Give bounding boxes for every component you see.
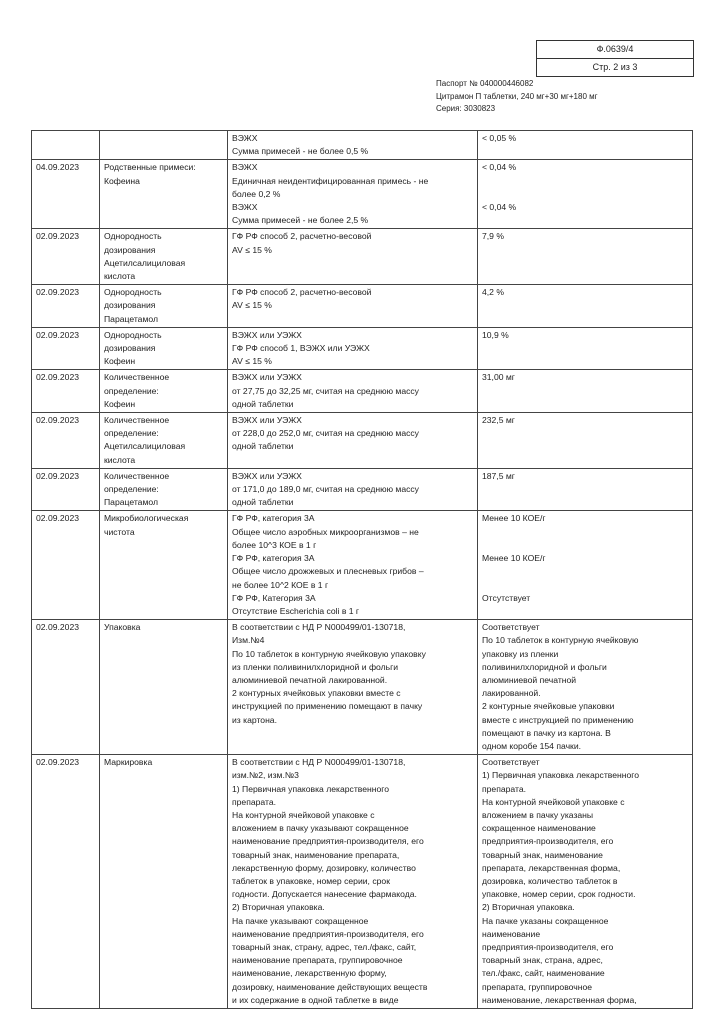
date-cell: 02.09.2023 xyxy=(32,511,100,620)
text-line: На контурной ячейковой упаковке с xyxy=(232,809,375,820)
text-line: 2) Вторичная упаковка. xyxy=(482,902,575,913)
text-line: одном коробе 154 пачки. xyxy=(482,740,582,751)
text-line: Количественное xyxy=(104,372,170,383)
text-line: На контурной ячейковой упаковке с xyxy=(482,796,625,807)
text-line: На пачке указывают сокращенное xyxy=(232,915,369,926)
form-stamp xyxy=(536,40,694,77)
text-line: годности. Допускается нанесение фармакода. xyxy=(232,889,417,900)
text-line: ВЭЖХ xyxy=(232,133,258,143)
text-line: предприятия-производителя, его xyxy=(482,836,614,847)
text-line xyxy=(482,526,688,539)
result-cell xyxy=(478,468,693,511)
text-line: предприятия-производителя, его xyxy=(482,941,614,952)
text-line: Менее 10 КОЕ/г xyxy=(482,553,546,564)
table-row xyxy=(32,413,693,469)
text-line: 2 контурных ячейковых упаковки вместе с xyxy=(232,688,401,699)
text-line: ВЭЖХ xyxy=(232,202,258,213)
result-cell xyxy=(478,511,693,620)
text-line xyxy=(482,539,688,552)
text-line: По 10 таблеток в контурную ячейковую упаковку xyxy=(232,648,426,659)
indicator-cell xyxy=(100,160,228,229)
text-line: AV ≤ 15 % xyxy=(232,300,272,311)
result-cell xyxy=(478,229,693,285)
indicator-cell xyxy=(100,620,228,755)
text-line: Кофеин xyxy=(104,398,136,409)
norm-cell xyxy=(228,229,478,285)
text-line: одной таблетки xyxy=(232,441,294,452)
text-line: одной таблетки xyxy=(232,398,294,409)
norm-cell xyxy=(228,285,478,328)
text-line: ГФ РФ способ 2, расчетно-весовой xyxy=(232,231,372,242)
text-line: ВЭЖХ или УЭЖХ xyxy=(232,470,302,481)
table-row xyxy=(32,511,693,620)
text-line: товарный знак, страна, адрес, xyxy=(482,955,603,966)
text-line: Родственные примеси: xyxy=(104,162,196,173)
text-line: AV ≤ 15 % xyxy=(232,356,272,367)
text-line: 7,9 % xyxy=(482,231,504,242)
result-cell xyxy=(478,160,693,229)
norm-cell xyxy=(228,755,478,1009)
text-line: таблеток в упаковке, номер серии, срок xyxy=(232,875,390,886)
text-line: тел./факс, сайт, наименование xyxy=(482,968,605,979)
text-line: 4,2 % xyxy=(482,287,504,298)
text-line: от 171,0 до 189,0 мг, считая на среднюю массу xyxy=(232,484,419,495)
norm-cell xyxy=(228,370,478,413)
norm-cell xyxy=(228,160,478,229)
date-cell: 02.09.2023 xyxy=(32,468,100,511)
norm-cell xyxy=(228,511,478,620)
date-cell: 02.09.2023 xyxy=(32,370,100,413)
text-line: 2) Вторичная упаковка. xyxy=(232,902,325,913)
indicator-cell xyxy=(100,755,228,1009)
text-line: 232,5 мг xyxy=(482,415,515,426)
date-cell xyxy=(32,131,100,160)
text-line: 2 контурные ячейковые упаковки xyxy=(482,701,615,712)
text-line: более 10^3 КОЕ в 1 г xyxy=(232,539,317,550)
text-line: препарата, группировочное xyxy=(482,981,593,992)
product-name: Цитрамон П таблетки, 240 мг+30 мг+180 мг xyxy=(436,91,598,101)
text-line: Кофеина xyxy=(104,175,140,186)
text-line: Однородность xyxy=(104,231,162,242)
text-line: Количественное xyxy=(104,415,170,426)
result-cell xyxy=(478,755,693,1009)
indicator-cell xyxy=(100,370,228,413)
text-line: ВЭЖХ xyxy=(232,162,258,173)
text-line: помещают в пачку из картона. В xyxy=(482,727,611,738)
text-line: из картона. xyxy=(232,714,277,725)
text-line: Кофеин xyxy=(104,356,136,367)
text-line: определение: xyxy=(104,385,159,396)
text-line xyxy=(482,188,688,201)
text-line: ГФ РФ, категория 3А xyxy=(232,553,315,564)
norm-cell xyxy=(228,468,478,511)
text-line: вложением в пачку указаны xyxy=(482,809,594,820)
text-line: Сумма примесей - не более 0,5 % xyxy=(232,146,369,157)
text-line: Однородность xyxy=(104,287,162,298)
text-line: Общее число дрожжевых и плесневых грибов – xyxy=(232,566,424,577)
text-line xyxy=(482,578,688,591)
text-line: ВЭЖХ или УЭЖХ xyxy=(232,372,302,383)
passport-number: Паспорт № 040000446082 xyxy=(436,79,534,88)
text-line: наименование, лекарственную форму, xyxy=(232,968,387,979)
text-line: от 27,75 до 32,25 мг, считая на среднюю массу xyxy=(232,385,419,396)
text-line: от 228,0 до 252,0 мг, считая на среднюю массу xyxy=(232,428,419,439)
date-cell: 02.09.2023 xyxy=(32,229,100,285)
text-line: лекарственную форму, дозировку, количество xyxy=(232,862,416,873)
text-line: Единичная неидентифицированная примесь - не xyxy=(232,175,429,186)
date-cell: 04.09.2023 xyxy=(32,160,100,229)
text-line: не более 10^2 КОЕ в 1 г xyxy=(232,579,329,590)
result-cell xyxy=(478,327,693,370)
table-row xyxy=(32,229,693,285)
text-line: дозирования xyxy=(104,300,156,311)
text-line: препарата. xyxy=(232,796,277,807)
analysis-table xyxy=(31,130,693,1009)
text-line: 31,00 мг xyxy=(482,372,515,383)
text-line xyxy=(482,175,688,188)
page-number: Стр. 2 из 3 xyxy=(537,58,693,76)
text-line: Отсутствие Escherichia coli в 1 г xyxy=(232,605,360,616)
table-row xyxy=(32,370,693,413)
indicator-cell xyxy=(100,511,228,620)
text-line: наименование препарата, группировочное xyxy=(232,955,403,966)
text-line: кислота xyxy=(104,454,136,465)
text-line: ГФ РФ, Категория 3А xyxy=(232,592,316,603)
text-line: Ацетилсалициловая xyxy=(104,257,186,268)
text-line: товарный знак, наименование xyxy=(482,849,603,860)
date-cell: 02.09.2023 xyxy=(32,755,100,1009)
text-line: товарный знак, страну, адрес, тел./факс, сайт, xyxy=(232,941,417,952)
text-line: 1) Первичная упаковка лекарственного xyxy=(232,783,389,794)
text-line: ВЭЖХ или УЭЖХ xyxy=(232,329,302,340)
text-line: Соответствует xyxy=(482,757,540,768)
text-line: Парацетамол xyxy=(104,497,158,508)
text-line: алюминиевой печатной xyxy=(482,674,577,685)
text-line: препарата. xyxy=(482,783,527,794)
text-line: Упаковка xyxy=(104,622,141,633)
document-header xyxy=(436,78,598,116)
text-line: Однородность xyxy=(104,329,162,340)
table-row xyxy=(32,285,693,328)
indicator-cell xyxy=(100,285,228,328)
text-line: упаковку из пленки xyxy=(482,648,559,659)
text-line: Микробиологическая xyxy=(104,513,189,524)
text-line: сокращенное наименование xyxy=(482,823,596,834)
date-cell: 02.09.2023 xyxy=(32,413,100,469)
text-line: ВЭЖХ или УЭЖХ xyxy=(232,415,302,426)
indicator-cell xyxy=(100,131,228,160)
text-line: ГФ РФ, категория 3А xyxy=(232,513,315,524)
indicator-cell xyxy=(100,413,228,469)
text-line: Парацетамол xyxy=(104,313,158,324)
text-line: 187,5 мг xyxy=(482,470,515,481)
text-line: 10,9 % xyxy=(482,329,509,340)
table-row xyxy=(32,620,693,755)
norm-cell xyxy=(228,131,478,160)
text-line: алюминиевой печатной лакированной. xyxy=(232,674,388,685)
text-line: вложением в пачку указывают сокращенное xyxy=(232,823,409,834)
norm-cell xyxy=(228,620,478,755)
series-number: Серия: 3030823 xyxy=(436,104,496,113)
text-line: наименование xyxy=(482,928,541,939)
text-line: дозировку, наименование действующих веществ xyxy=(232,981,428,992)
result-cell xyxy=(478,131,693,160)
text-line: чистота xyxy=(104,526,135,537)
text-line: В соответствии с НД Р N000499/01-130718, xyxy=(232,757,406,768)
result-cell xyxy=(478,285,693,328)
text-line: изм.№2, изм.№3 xyxy=(232,770,299,781)
text-line: Количественное xyxy=(104,470,170,481)
text-line xyxy=(482,565,688,578)
date-cell: 02.09.2023 xyxy=(32,285,100,328)
text-line: определение: xyxy=(104,428,159,439)
result-cell xyxy=(478,370,693,413)
table-row xyxy=(32,468,693,511)
norm-cell xyxy=(228,327,478,370)
text-line: Менее 10 КОЕ/г xyxy=(482,513,546,524)
text-line: наименование предприятия-производителя, его xyxy=(232,928,424,939)
text-line: препарата, лекарственная форма, xyxy=(482,862,621,873)
text-line: дозировка, количество таблеток в xyxy=(482,875,618,886)
table-row xyxy=(32,160,693,229)
norm-cell xyxy=(228,413,478,469)
text-line: более 0,2 % xyxy=(232,188,281,199)
text-line: поливинилхлоридной и фольги xyxy=(482,661,607,672)
text-line: AV ≤ 15 % xyxy=(232,244,272,255)
text-line: Ацетилсалициловая xyxy=(104,441,186,452)
result-cell xyxy=(478,413,693,469)
text-line: дозирования xyxy=(104,244,156,255)
text-line: ГФ РФ способ 1, ВЭЖХ или УЭЖХ xyxy=(232,343,370,354)
table-row xyxy=(32,755,693,1009)
text-line: товарный знак, наименование препарата, xyxy=(232,849,400,860)
text-line: и их содержание в одной таблетке в виде xyxy=(232,994,399,1005)
text-line: < 0,04 % xyxy=(482,201,517,212)
text-line: наименование, лекарственная форма, xyxy=(482,994,637,1005)
text-line: упаковке, номер серии, срок годности. xyxy=(482,889,636,900)
text-line: определение: xyxy=(104,484,159,495)
text-line: 1) Первичная упаковка лекарственного xyxy=(482,770,639,781)
table-row xyxy=(32,327,693,370)
text-line: Соответствует xyxy=(482,622,540,633)
text-line: одной таблетки xyxy=(232,497,294,508)
text-line: По 10 таблеток в контурную ячейковую xyxy=(482,635,639,646)
text-line: инструкцией по применению помещают в пачку xyxy=(232,701,423,712)
date-cell: 02.09.2023 xyxy=(32,327,100,370)
table-row xyxy=(32,131,693,160)
text-line: Изм.№4 xyxy=(232,635,265,646)
indicator-cell xyxy=(100,229,228,285)
text-line: лакированной. xyxy=(482,688,541,699)
indicator-cell xyxy=(100,468,228,511)
text-line: дозирования xyxy=(104,343,156,354)
result-cell xyxy=(478,620,693,755)
text-line: ГФ РФ способ 2, расчетно-весовой xyxy=(232,287,372,298)
text-line: наименование предприятия-производителя, его xyxy=(232,836,424,847)
text-line: В соответствии с НД Р N000499/01-130718, xyxy=(232,622,406,633)
text-line: Маркировка xyxy=(104,757,153,768)
date-cell: 02.09.2023 xyxy=(32,620,100,755)
text-line: Сумма примесей - не более 2,5 % xyxy=(232,215,369,226)
text-line: < 0,05 % xyxy=(482,133,517,143)
text-line: вместе с инструкцией по применению xyxy=(482,714,634,725)
text-line: Отсутствует xyxy=(482,592,531,603)
text-line: На пачке указаны сокращенное xyxy=(482,915,609,926)
text-line: < 0,04 % xyxy=(482,162,517,173)
text-line: Общее число аэробных микроорганизмов – не xyxy=(232,526,419,537)
indicator-cell xyxy=(100,327,228,370)
text-line: из пленки поливинилхлоридной и фольги xyxy=(232,661,399,672)
text-line: кислота xyxy=(104,271,136,282)
form-code: Ф.0639/4 xyxy=(596,44,634,54)
